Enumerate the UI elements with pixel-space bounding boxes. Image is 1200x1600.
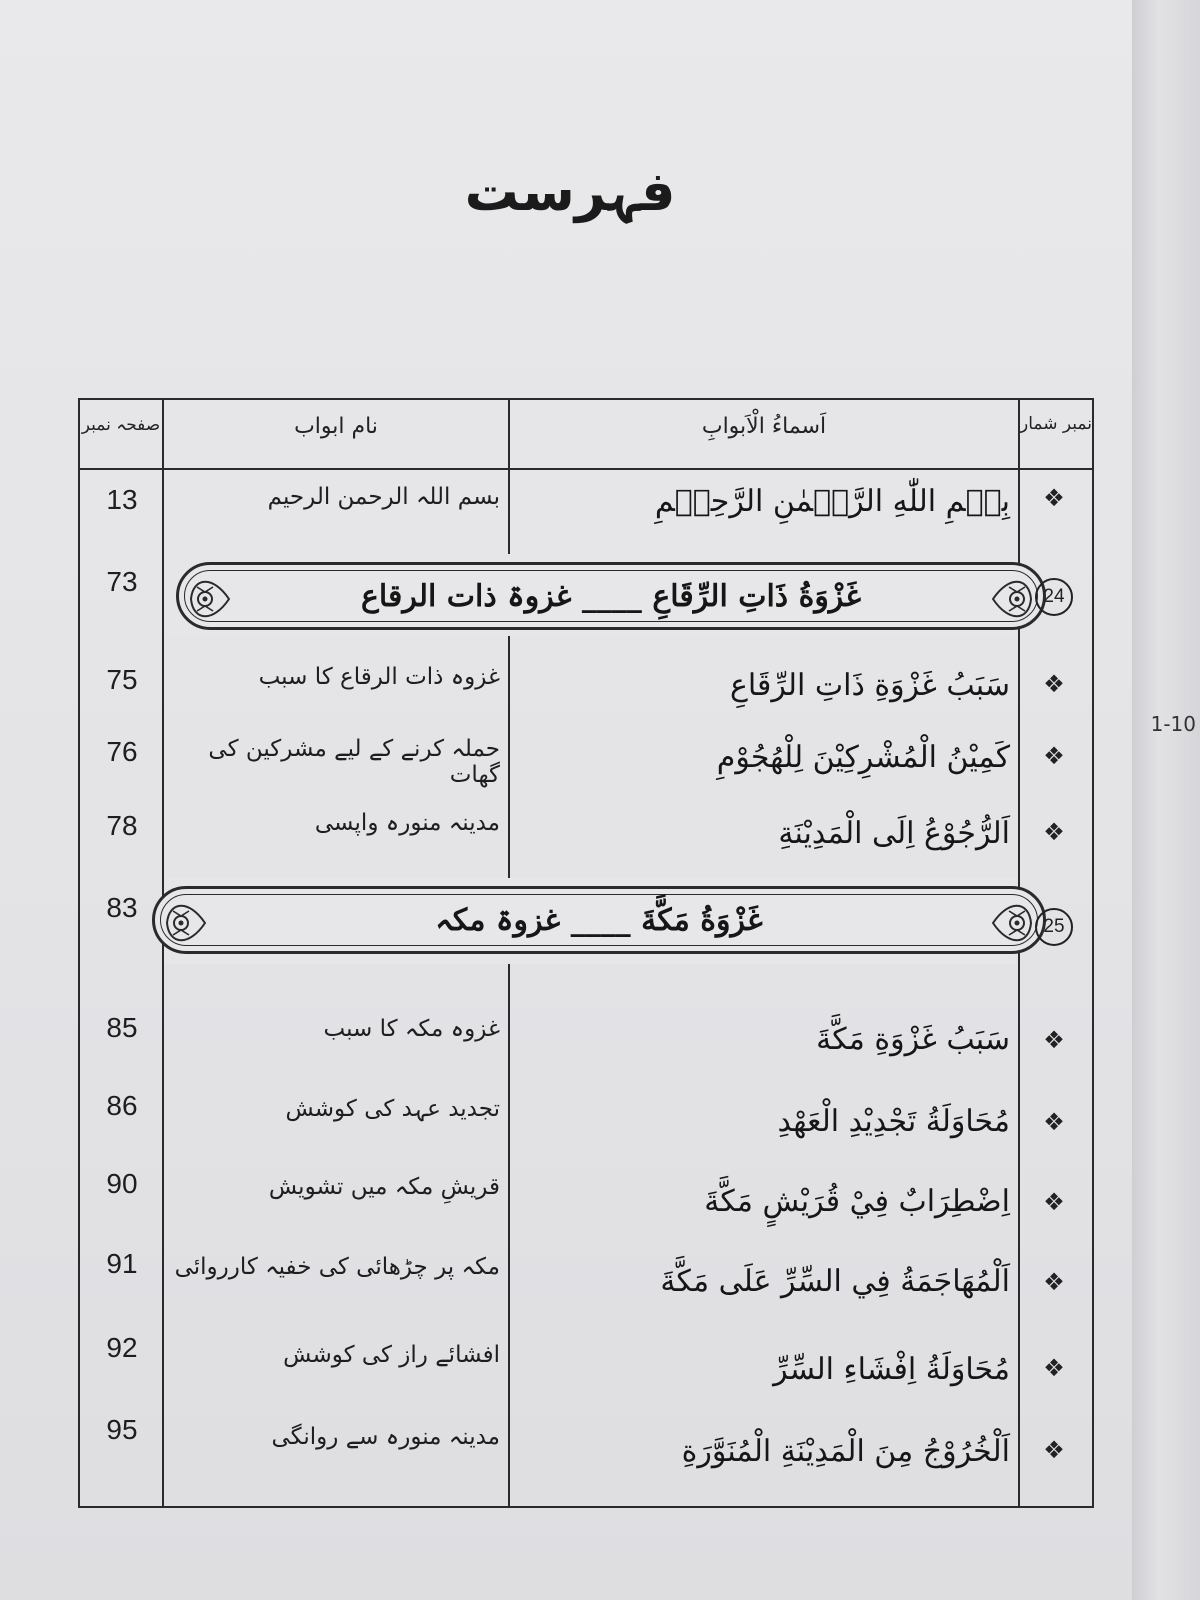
toc-row: [80, 810, 1092, 870]
bullet-icon: ❖: [1043, 1436, 1065, 1464]
toc-row: [80, 736, 1092, 796]
section-row: [80, 566, 1092, 626]
toc-row: [80, 1248, 1092, 1308]
arabic-title: اِضْطِرَابٌ فِيْ قُرَيْشٍ مَكَّةَ: [704, 1184, 1010, 1219]
page-number: 13: [106, 484, 138, 515]
bullet-icon: ❖: [1043, 742, 1065, 770]
header-divider: [80, 468, 1092, 470]
page-number: 75: [106, 664, 138, 695]
section-number: 25: [1024, 908, 1084, 946]
page-heading: فہرست: [464, 160, 676, 223]
page-number: 91: [106, 1248, 138, 1279]
page-number: 76: [106, 736, 138, 767]
bullet-icon: ❖: [1043, 1188, 1065, 1216]
next-page-edge: [1132, 0, 1200, 1600]
arabic-title: اَلْمُهَاجَمَةُ فِي السِّرِّ عَلَى مَكَّةَ: [660, 1264, 1010, 1299]
arabic-title: مُحَاوَلَةُ تَجْدِيْدِ الْعَهْدِ: [777, 1104, 1010, 1139]
urdu-title: مکہ پر چڑھائی کی خفیہ کارروائی: [174, 1254, 500, 1280]
bullet-icon: ❖: [1043, 818, 1065, 846]
toc-row: [80, 1012, 1092, 1072]
page-number: 95: [106, 1414, 138, 1445]
bullet-icon: ❖: [1043, 1268, 1065, 1296]
toc-row: [80, 1168, 1092, 1228]
page-number: 73: [106, 566, 138, 597]
toc-row: [80, 484, 1092, 544]
serial-number-header: نمبر شمار: [1020, 414, 1092, 434]
edge-text-fragment: 1-10: [1150, 712, 1196, 736]
section-title: غَزْوَةُ مَكَّةَ ____ غزوۃ مکہ: [435, 903, 763, 938]
section-banner: [152, 886, 1046, 954]
arabic-title-header: اَسماءُ الْاَبوابِ: [701, 414, 827, 439]
urdu-title: مدینہ منورہ سے روانگی: [271, 1424, 500, 1450]
urdu-title: حملہ کرنے کے لیے مشرکین کی گھات: [208, 736, 500, 788]
urdu-title: غزوہ مکہ کا سبب: [323, 1016, 500, 1042]
toc-row: [80, 1090, 1092, 1150]
page-number: 85: [106, 1012, 138, 1043]
page-number: 83: [106, 892, 138, 923]
urdu-title: افشائے راز کی کوشش: [283, 1342, 500, 1368]
bullet-icon: ❖: [1043, 1354, 1065, 1382]
bullet-icon: ❖: [1043, 670, 1065, 698]
urdu-title: مدینہ منورہ واپسی: [314, 810, 500, 836]
section-number: 24: [1024, 578, 1084, 616]
arabic-title: مُحَاوَلَةُ اِفْشَاءِ السِّرِّ: [773, 1352, 1010, 1387]
toc-row: [80, 1414, 1092, 1474]
page-number: 86: [106, 1090, 138, 1121]
arabic-title: سَبَبُ غَزْوَةِ ذَاتِ الرِّقَاعِ: [729, 668, 1010, 703]
urdu-title-header: نام ابواب: [294, 414, 378, 439]
arabic-title: سَبَبُ غَزْوَةِ مَكَّةَ: [816, 1022, 1010, 1057]
arabic-title: كَمِيْنُ الْمُشْرِكِيْنَ لِلْهُجُوْمِ: [716, 740, 1010, 775]
table-of-contents: [78, 398, 1094, 1508]
toc-row: [80, 1332, 1092, 1392]
arabic-title: بِسۡمِ اللّٰهِ الرَّحۡمٰنِ الرَّحِيۡمِ: [654, 484, 1010, 519]
bullet-icon: ❖: [1043, 1108, 1065, 1136]
page-number: 90: [106, 1168, 138, 1199]
bullet-icon: ❖: [1043, 484, 1065, 512]
page-number: 92: [106, 1332, 138, 1363]
urdu-title: غزوہ ذات الرقاع کا سبب: [258, 664, 500, 690]
section-banner: [176, 562, 1046, 630]
arabic-title: اَلرُّجُوْعُ اِلَى الْمَدِيْنَةِ: [778, 816, 1010, 851]
toc-row: [80, 664, 1092, 724]
urdu-title: تجدید عہد کی کوشش: [285, 1096, 500, 1122]
page-number-header: صفحہ نمبر: [81, 415, 161, 435]
urdu-title: قریشِ مکہ میں تشویش: [268, 1174, 500, 1200]
section-title: غَزْوَةُ ذَاتِ الرِّقَاعِ ____ غزوۃ ذات الرقاع: [360, 579, 862, 614]
page-number: 78: [106, 810, 138, 841]
urdu-title: بسم اللہ الرحمن الرحیم: [267, 484, 500, 510]
arabic-title: اَلْخُرُوْجُ مِنَ الْمَدِيْنَةِ الْمُنَوَّرَةِ: [681, 1434, 1010, 1469]
section-row: [80, 892, 1092, 952]
bullet-icon: ❖: [1043, 1026, 1065, 1054]
